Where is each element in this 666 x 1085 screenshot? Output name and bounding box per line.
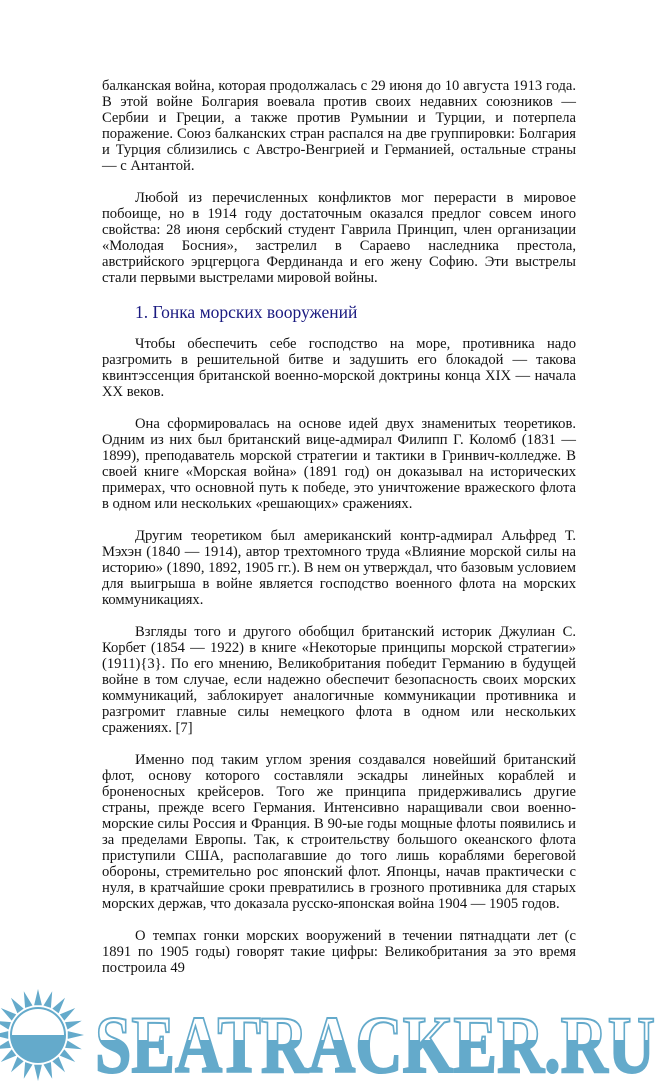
sun-ray — [24, 991, 33, 1008]
seatracker-watermark — [0, 980, 666, 1085]
paragraph-doctrine: Чтобы обеспечить себе господство на море, противника надо разгромить в решительной битве и задушить его блокадой — такова квинтэссенция британской военно-морской доктрины конца XIX — начала XX веков. — [102, 336, 576, 400]
sun-icon — [0, 989, 84, 1081]
sun-ray — [65, 1021, 82, 1030]
sun-ray — [52, 1057, 65, 1072]
paragraph-balkan-war: балканская война, которая продолжалась с 29 июня до 10 августа 1913 года. В этой войне Болгария воевала против своих недавних союзников — Сербии и Греции, а также против Румынии и Турции, и потерпела поражение. Союз балканских стран распался на две группировки: Болгария и Турция сблизились с Австро-Венгрией и Германией, остальные страны — с Антантой. — [102, 78, 576, 174]
paragraph-mahan: Другим теоретиком был американский контр-адмирал Альфред Т. Мэхэн (1840 — 1914), автор трехтомного труда «Влияние морской силы на историю» (1890, 1892, 1905 гг.). В нем он утверждал, что базовым условием для выигрыша в войне является господство военного флота на морских коммуникациях. — [102, 528, 576, 608]
sun-ray — [11, 998, 24, 1013]
sun-ray — [60, 1049, 75, 1062]
paragraph-arms-race: О темпах гонки морских вооружений в течении пятнадцати лет (с 1891 по 1905 годы) говорят такие цифры: Великобритания за это время построила 49 — [102, 928, 576, 976]
sun-ray — [11, 1057, 24, 1072]
sun-ray — [52, 998, 65, 1013]
sun-ray — [34, 1065, 42, 1081]
watermark-text: SEATRACKER.RU — [95, 999, 655, 1085]
paragraph-corbett: Взгляды того и другого обобщил британский историк Джулиан С. Корбет (1854 — 1922) в книге «Некоторые принципы морской стратегии» (1911){3}. По его мнению, Великобритания победит Германию в будущей войне в том случае, если надежно обеспечит безопасность своих морских коммуникаций, заблокирует аналогичные коммуникации противника и разгромит главные силы немецкого флота в одном или нескольких сражениях. [7] — [102, 624, 576, 736]
sun-ray — [43, 991, 52, 1008]
sun-ray — [24, 1062, 33, 1079]
document-body — [102, 0, 576, 976]
sun-ray — [0, 1040, 11, 1049]
sun-ray — [0, 1031, 8, 1039]
sun-ray — [68, 1031, 84, 1039]
sun-ray — [34, 989, 42, 1005]
sun-ray — [60, 1008, 75, 1021]
section-heading: 1. Гонка морских вооружений — [135, 302, 358, 322]
paragraph-colomb: Она сформировалась на основе идей двух знаменитых теоретиков. Одним из них был британский вице-адмирал Филипп Г. Коломб (1831 — 1899), преподаватель морской стратегии и тактики в Гринвич-колледже. В своей книге «Морская война» (1891 год) он доказывал на исторических примерах, что основной путь к победе, это уничтожение вражеского флота в одном или нескольких «решающих» сражениях. — [102, 416, 576, 512]
sun-ray — [43, 1062, 52, 1079]
sun-ray — [65, 1040, 82, 1049]
paragraph-sarajevo: Любой из перечисленных конфликтов мог перерасти в мировое побоище, но в 1914 году достаточным оказался предлог совсем иного свойства: 28 июня сербский студент Гаврила Принцип, член организации «Молодая Босния», застрелил в Сараево наследника престола, австрийского эрцгерцога Фердинанда и его жену Софию. Эти выстрелы стали первыми выстрелами мировой войны. — [102, 190, 576, 286]
sun-ray — [0, 1021, 11, 1030]
paragraph-fleets: Именно под таким углом зрения создавался новейший британский флот, основу которого составляли эскадры линейных кораблей и броненосных крейсеров. Того же принципа придерживались другие страны, прежде всего Германия. Интенсивно наращивали свои военно-морские силы Россия и Франция. В 90-ые годы мощные флоты появились и за пределами Европы. Так, к строительству большого океанского флота приступили США, располагавшие до того лишь кораблями береговой обороны, стремительно рос японский флот. Японцы, начав практически с нуля, в кратчайшие сроки превратились в грозного противника для старых морских держав, что доказала русско-японская война 1904 — 1905 годов. — [102, 752, 576, 912]
sun-ray — [1, 1008, 16, 1021]
sun-ray — [1, 1049, 16, 1062]
